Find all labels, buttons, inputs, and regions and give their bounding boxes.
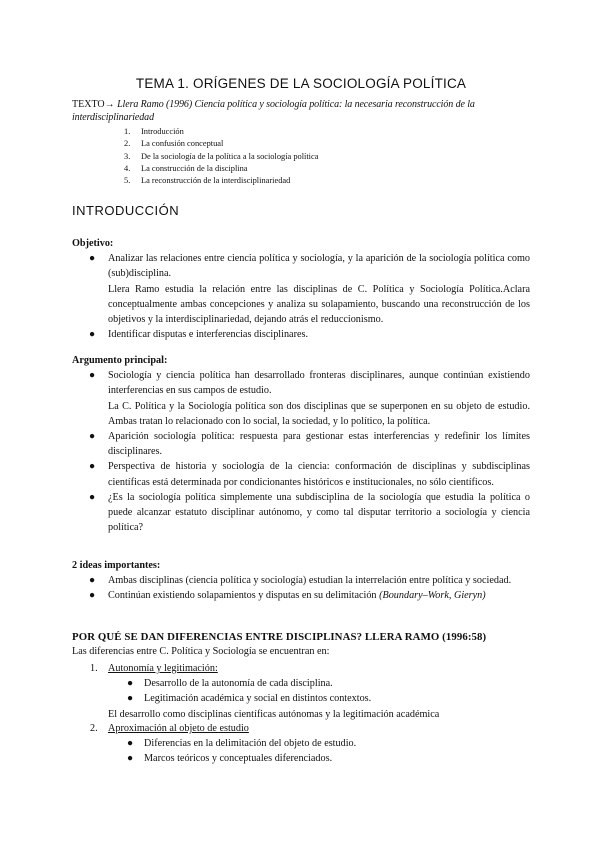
argumento-label: Argumento principal: <box>72 355 168 366</box>
item-continuation: Llera Ramo estudia la relación entre las disciplinas de C. Política y Sociología Política.Aclara conceptualmente ambas concepciones y analiza su solapamiento, buscando una reconstrucción de los objetivos y la interdisciplinariedad, dejando atrás el reduccionismo. <box>108 283 530 326</box>
source-reference <box>72 99 530 124</box>
toc-item: 2. La confusión conceptual <box>124 139 224 149</box>
bullet-icon: ● <box>89 590 96 602</box>
bullet-icon: ● <box>89 491 96 503</box>
list-item: ● Ambas disciplinas (ciencia política y sociología) estudian la interrelación entre política y sociedad. <box>72 573 530 588</box>
toc-item: 1. Introducción <box>124 127 184 136</box>
texto-label: TEXTO <box>72 99 105 110</box>
arrow-icon: → <box>104 99 115 110</box>
argumento-section <box>72 353 530 535</box>
bullet-icon: ● <box>127 738 134 750</box>
table-of-contents <box>124 126 318 187</box>
section-heading-por-que: POR QUÉ SE DAN DIFERENCIAS ENTRE DISCIPLINAS? LLERA RAMO (1996:58) <box>72 631 487 643</box>
texto-citation: Llera Ramo (1996) Ciencia política y sociología política: la necesaria reconstrucción de la interdisciplinariedad <box>72 99 475 123</box>
sub-item: ● Marcos teóricos y conceptuales diferenciados. <box>72 751 530 766</box>
toc-item: 4. La construcción de la disciplina <box>124 163 248 173</box>
bullet-icon: ● <box>89 431 96 443</box>
list-item: ● Perspectiva de historia y sociología de la ciencia: conformación de disciplinas y subdisciplinas científicas está determinada por condicionantes históricos e institucionales, no sólo científicos. <box>89 461 530 488</box>
item-number: 1. <box>90 663 98 674</box>
list-item: ● Sociología y ciencia política han desarrollado fronteras disciplinares, aunque continúan existiendo interferencias en sus campos de estudio. <box>89 370 530 397</box>
sub-item: ● Legitimación académica y social en distintos contextos. <box>72 691 530 706</box>
bullet-icon: ● <box>127 753 134 765</box>
bullet-icon: ● <box>89 329 96 341</box>
sub-item: ● Desarrollo de la autonomía de cada disciplina. <box>72 676 530 691</box>
citation: (Boundary–Work, Gieryn) <box>379 590 486 602</box>
list-item: ● Identificar disputas e interferencias disciplinares. <box>72 327 530 342</box>
item-note: El desarrollo como disciplinas científicas autónomas y la legitimación académica <box>108 708 440 720</box>
list-item: ● Aparición sociología política: respuesta para gestionar estas interferencias y redefinir los límites disciplinares. <box>89 431 530 458</box>
objetivo-label: Objetivo: <box>72 238 114 249</box>
section-intro: Las diferencias entre C. Política y Sociología se encuentran en: <box>72 646 330 657</box>
toc-item: 3. De la sociología de la política a la sociología política <box>124 151 319 161</box>
objetivo-section <box>72 236 530 342</box>
bullet-icon: ● <box>89 253 96 265</box>
bullet-icon: ● <box>89 575 96 587</box>
bullet-icon: ● <box>89 461 96 473</box>
ordered-list-item <box>72 721 530 767</box>
list-item: ● ¿Es la sociología política simplemente una subdisciplina de la sociología que estudia la política o puede alcanzar estatuto disciplinar autónomo, y como tal disputar territorio a sociología y ciencia política? <box>89 491 530 534</box>
item-number: 2. <box>90 723 98 734</box>
toc-item: 5. La reconstrucción de la interdisciplinariedad <box>124 176 291 186</box>
item-title: Autonomía y legitimación: <box>108 663 218 674</box>
ordered-list-item <box>72 661 530 722</box>
ideas-label: 2 ideas importantes: <box>72 560 161 571</box>
list-item: ● Analizar las relaciones entre ciencia política y sociología, y la aparición de la sociología política como (sub)disciplina. <box>89 253 530 280</box>
item-title: Aproximación al objeto de estudio <box>108 723 249 734</box>
list-item: ● Continúan existiendo solapamientos y disputas en su delimitación (Boundary–Work, Gieryn) <box>72 588 530 603</box>
ideas-section <box>72 558 530 604</box>
section-heading-introduccion: INTRODUCCIÓN <box>72 203 180 218</box>
page-title: TEMA 1. ORÍGENES DE LA SOCIOLOGÍA POLÍTICA <box>135 76 467 91</box>
bullet-icon: ● <box>89 370 96 382</box>
bullet-icon: ● <box>127 678 134 690</box>
bullet-icon: ● <box>127 693 134 705</box>
sub-item: ● Diferencias en la delimitación del objeto de estudio. <box>72 736 530 751</box>
item-continuation: La C. Política y la Sociología política son dos disciplinas que se superponen en su objeto de estudio. Ambas tratan lo relacionado con lo social, la sociedad, y lo político, la política. <box>108 400 530 427</box>
